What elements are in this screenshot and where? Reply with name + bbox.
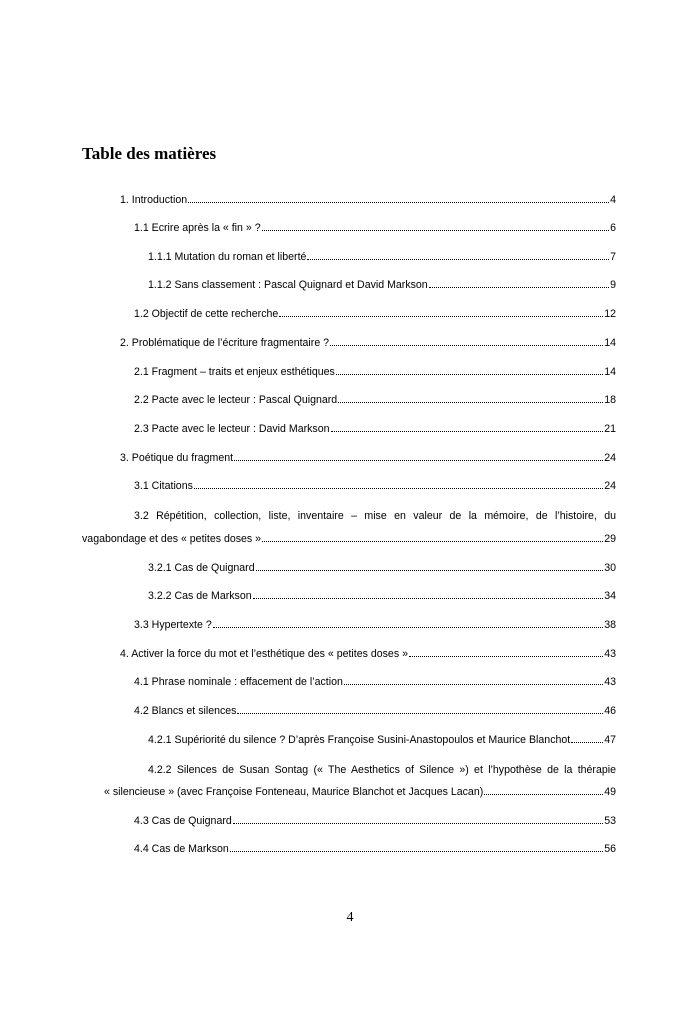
toc-entry-page: 30 [604, 562, 616, 574]
toc-entry[interactable] [134, 307, 616, 321]
toc-entry-label: 4.1 Phrase nominale : effacement de l’action [134, 676, 343, 688]
toc-entry-page: 18 [604, 394, 616, 406]
toc-entry[interactable] [148, 589, 616, 603]
toc-entry-page: 7 [610, 251, 616, 263]
toc-entry-page: 12 [604, 308, 616, 320]
dot-leader [429, 278, 609, 288]
toc-entry-label: 4. Activer la force du mot et l’esthétique des « petites doses » [120, 648, 408, 660]
dot-leader [194, 479, 603, 489]
toc-entry-page: 24 [604, 480, 616, 492]
toc-entry-page: 53 [604, 815, 616, 827]
dot-leader [262, 221, 609, 231]
toc-entry-label: 1.1 Ecrire après la « fin » ? [134, 222, 261, 234]
toc-entry-label: 2. Problématique de l’écriture fragmentaire ? [120, 337, 330, 349]
toc-entry-page: 14 [604, 337, 616, 349]
toc-entry[interactable] [148, 561, 616, 575]
toc-entry[interactable] [134, 422, 616, 436]
toc-entry[interactable] [134, 221, 616, 235]
toc-entry-page: 49 [604, 786, 616, 798]
toc-entry[interactable] [120, 336, 616, 350]
dot-leader [188, 193, 609, 203]
dot-leader [256, 561, 604, 571]
toc-entry-page: 43 [604, 648, 616, 660]
toc-entry-page: 47 [604, 734, 616, 746]
toc-entry-line1[interactable]: 3.2 Répétition, collection, liste, inventaire – mise en valeur de la mémoire, de l’histoire, du [134, 510, 616, 522]
dot-leader [336, 365, 603, 375]
dot-leader [344, 675, 603, 685]
dot-leader [484, 785, 603, 795]
toc-entry-label: 1.1.1 Mutation du roman et liberté [148, 251, 307, 263]
toc-entry[interactable] [134, 842, 616, 856]
toc-entry-label: 3.1 Citations [134, 480, 193, 492]
toc-entry-label: vagabondage et des « petites doses » [82, 533, 262, 545]
toc-entry-line1[interactable]: 4.2.2 Silences de Susan Sontag (« The Aesthetics of Silence ») et l’hypothèse de la thérapie [148, 764, 616, 776]
toc-entry-page: 29 [604, 533, 616, 545]
toc-entry[interactable] [120, 451, 616, 465]
toc-entry-page: 56 [604, 843, 616, 855]
dot-leader [237, 704, 603, 714]
toc-entry[interactable] [120, 193, 616, 207]
dot-leader [331, 422, 604, 432]
dot-leader [262, 532, 603, 542]
toc-entry-label: 2.1 Fragment – traits et enjeux esthétiques [134, 366, 335, 378]
dot-leader [307, 250, 609, 260]
toc-entry[interactable] [104, 785, 616, 799]
toc-entry[interactable] [134, 618, 616, 632]
toc-entry-page: 9 [610, 279, 616, 291]
toc-entry[interactable] [134, 393, 616, 407]
dot-leader [230, 842, 603, 852]
toc-entry-page: 38 [604, 619, 616, 631]
dot-leader [213, 618, 603, 628]
toc-entry-label: 2.3 Pacte avec le lecteur : David Markson [134, 423, 330, 435]
toc-entry[interactable] [134, 814, 616, 828]
toc-entry[interactable] [134, 365, 616, 379]
toc-entry[interactable] [148, 733, 616, 747]
toc-entry-label: 1.2 Objectif de cette recherche [134, 308, 279, 320]
dot-leader [253, 589, 604, 599]
toc-entry-page: 21 [604, 423, 616, 435]
dot-leader [409, 647, 603, 657]
toc-entry-label: 4.4 Cas de Markson [134, 843, 229, 855]
toc-entry-page: 43 [604, 676, 616, 688]
toc-entry[interactable] [148, 250, 616, 264]
toc-entry-label: 4.2.1 Supériorité du silence ? D’après Françoise Susini-Anastopoulos et Maurice Blanchot [148, 734, 571, 746]
toc-entry-label: 3.3 Hypertexte ? [134, 619, 212, 631]
toc-entry-page: 14 [604, 366, 616, 378]
toc-entry-label: 3.2.1 Cas de Quignard [148, 562, 255, 574]
toc-entry-label: 1.1.2 Sans classement : Pascal Quignard et David Markson [148, 279, 428, 291]
toc-entry-label: « silencieuse » (avec Françoise Fonteneau, Maurice Blanchot et Jacques Lacan) [104, 786, 484, 798]
dot-leader [571, 733, 603, 743]
toc-entry-label: 1. Introduction [120, 194, 188, 206]
toc-entry-label: 3. Poétique du fragment [120, 452, 234, 464]
toc-entry-page: 46 [604, 705, 616, 717]
dot-leader [338, 393, 603, 403]
page-number: 4 [346, 910, 354, 925]
dot-leader [234, 451, 603, 461]
dot-leader [330, 336, 603, 346]
toc-entry[interactable] [120, 647, 616, 661]
dot-leader [233, 814, 603, 824]
toc-entry[interactable] [134, 704, 616, 718]
toc-entry[interactable] [82, 532, 616, 546]
toc-entry-label: 4.3 Cas de Quignard [134, 815, 232, 827]
dot-leader [279, 307, 603, 317]
toc-entry-page: 6 [610, 222, 616, 234]
toc-entry-label: 3.2.2 Cas de Markson [148, 590, 252, 602]
toc-entry-label: 2.2 Pacte avec le lecteur : Pascal Quignard [134, 394, 338, 406]
toc-entry-page: 4 [610, 194, 616, 206]
page-title: Table des matières [82, 144, 217, 163]
toc-entry[interactable] [148, 278, 616, 292]
toc-entry-page: 24 [604, 452, 616, 464]
toc-entry-label: 4.2 Blancs et silences [134, 705, 237, 717]
toc-entry[interactable] [134, 479, 616, 493]
toc-entry[interactable] [134, 675, 616, 689]
toc-entry-page: 34 [604, 590, 616, 602]
